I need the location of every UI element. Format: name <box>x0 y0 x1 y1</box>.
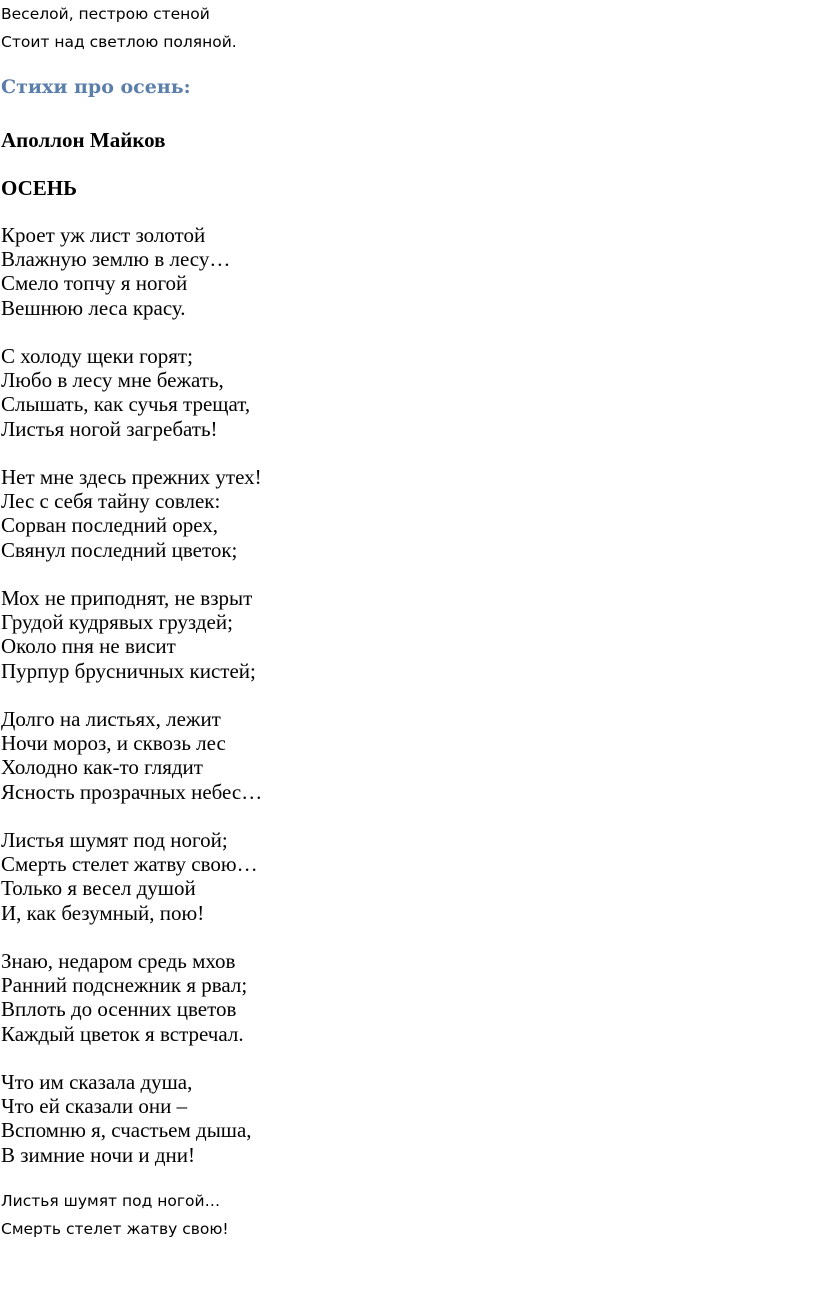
verse-line: Мох не приподнят, не взрыт <box>1 586 253 610</box>
stanza <box>1 344 262 441</box>
verse-line: Смело топчу я ногой <box>1 271 188 296</box>
verse-line: Лес с себя тайну совлек: <box>1 489 221 514</box>
intro-line-1: Веселой, пестрою стеной <box>1 5 210 23</box>
verse-line: Каждый цветок я встречал. <box>1 1021 244 1046</box>
verse-line: Смерть стелет жатву свою… <box>1 852 258 877</box>
outro-line-1: Листья шумят под ногой… <box>1 1192 221 1210</box>
stanza <box>1 949 262 1046</box>
verse-line: Нет мне здесь прежних утех! <box>1 465 262 489</box>
verse-line: В зимние ночи и дни! <box>1 1142 196 1167</box>
verse-line: Кроет уж лист золотой <box>1 223 206 247</box>
verse-line: Знаю, недаром средь мхов <box>1 949 236 973</box>
verse-line: Что им сказала душа, <box>1 1070 193 1094</box>
verse-line: Что ей сказали они – <box>1 1094 188 1119</box>
verse-line: С холоду щеки горят; <box>1 344 193 368</box>
verse-line: Вспомню я, счастьем дыша, <box>1 1118 252 1143</box>
intro-line-2: Стоит над светлою поляной. <box>1 33 237 51</box>
verse-line: Пурпур брусничных кистей; <box>1 658 256 683</box>
poem-title: ОСЕНЬ <box>1 176 77 200</box>
stanza <box>1 1070 262 1167</box>
stanza <box>1 828 262 925</box>
verse-line: Ясность прозрачных небес… <box>1 779 263 804</box>
stanza <box>1 465 262 562</box>
verse-line: Листья шумят под ногой; <box>1 828 228 852</box>
poem-body <box>1 223 262 1191</box>
outro-line-2: Смерть стелет жатву свою! <box>1 1220 229 1238</box>
poem-author: Аполлон Майков <box>1 128 166 152</box>
stanza <box>1 707 262 804</box>
verse-line: Влажную землю в лесу… <box>1 247 231 272</box>
verse-line: Любо в лесу мне бежать, <box>1 368 224 393</box>
verse-line: И, как безумный, пою! <box>1 900 205 925</box>
verse-line: Ранний подснежник я рвал; <box>1 973 248 998</box>
verse-line: Вплоть до осенних цветов <box>1 997 237 1022</box>
verse-line: Холодно как-то глядит <box>1 755 203 780</box>
verse-line: Долго на листьях, лежит <box>1 707 221 731</box>
verse-line: Сорван последний орех, <box>1 513 219 538</box>
verse-line: Грудой кудрявых груздей; <box>1 610 233 635</box>
verse-line: Листья ногой загребать! <box>1 416 218 441</box>
stanza <box>1 586 262 683</box>
verse-line: Только я весел душой <box>1 876 196 901</box>
verse-line: Вешнюю леса красу. <box>1 295 186 320</box>
stanza <box>1 223 262 320</box>
verse-line: Ночи мороз, и сквозь лес <box>1 731 226 756</box>
verse-line: Слышать, как сучья трещат, <box>1 392 251 417</box>
section-heading: Стихи про осень: <box>1 76 191 98</box>
verse-line: Около пня не висит <box>1 634 176 659</box>
verse-line: Свянул последний цветок; <box>1 537 238 562</box>
